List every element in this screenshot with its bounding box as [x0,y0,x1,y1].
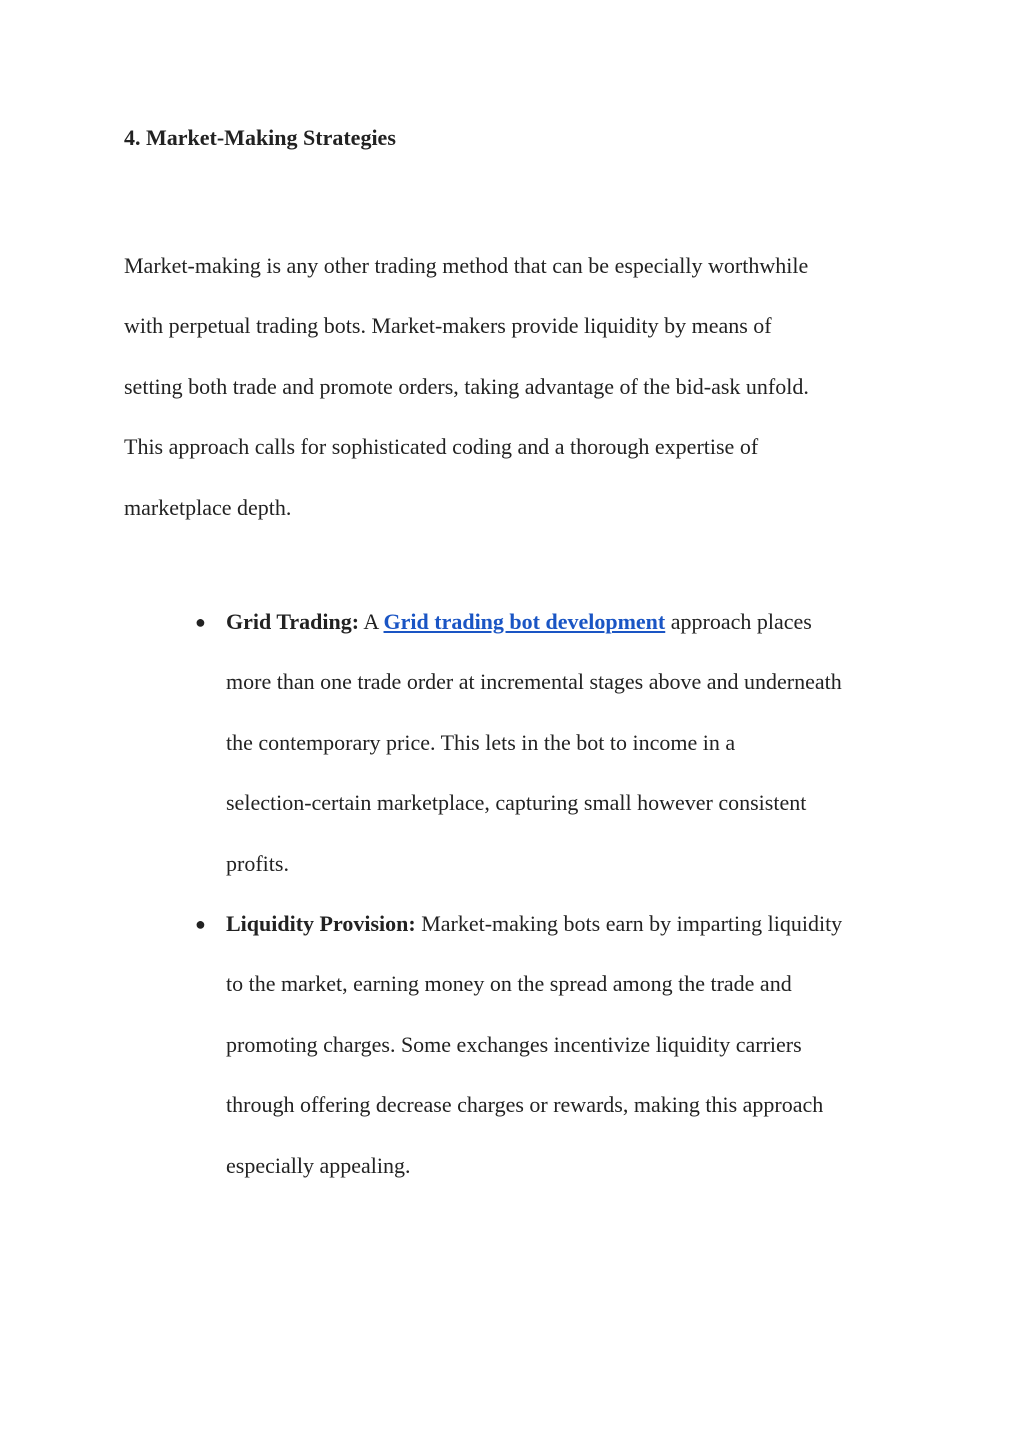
paragraph-line: Market-making is any other trading method that can be especially worthwhile [124,253,809,278]
bullet-line: profits. [226,850,289,876]
paragraph-line: setting both trade and promote orders, taking advantage of the bid-ask unfold. [124,373,809,399]
intro-paragraph [124,236,924,538]
bullet-first-line [226,592,842,652]
bullet-item-grid-trading [0,592,842,894]
paragraph-line: marketplace depth. [124,494,292,520]
bullet-line: more than one trade order at incremental stages above and underneath [226,669,842,695]
bullet-line: especially appealing. [226,1152,411,1178]
bullet-list [0,592,842,1196]
bullet-marker: ● [195,612,206,632]
bullet-term: Liquidity Provision: [226,911,416,937]
bullet-marker: ● [195,914,206,935]
bullet-first-line [226,894,842,954]
bullet-item-liquidity-provision [0,894,842,1196]
bullet-line: selection-certain marketplace, capturing small however consistent [226,790,807,816]
paragraph-line: with perpetual trading bots. Market-makers provide liquidity by means of [124,313,772,339]
bullet-line: promoting charges. Some exchanges incentivize liquidity carriers [226,1031,802,1057]
bullet-line: to the market, earning money on the spread among the trade and [226,971,792,997]
grid-trading-bot-link[interactable]: Grid trading bot development [383,609,666,634]
bullet-term: Grid Trading: [226,609,360,634]
bullet-after-link-text: approach places [665,609,812,634]
bullet-lead-text: A [359,609,384,634]
bullet-line: through offering decrease charges or rewards, making this approach [226,1092,824,1118]
paragraph-line: This approach calls for sophisticated coding and a thorough expertise of [124,434,759,460]
bullet-rest-text: Market-making bots earn by imparting liquidity [415,911,843,937]
section-heading: 4. Market-Making Strategies [124,125,396,150]
bullet-line: the contemporary price. This lets in the bot to income in a [226,729,736,755]
